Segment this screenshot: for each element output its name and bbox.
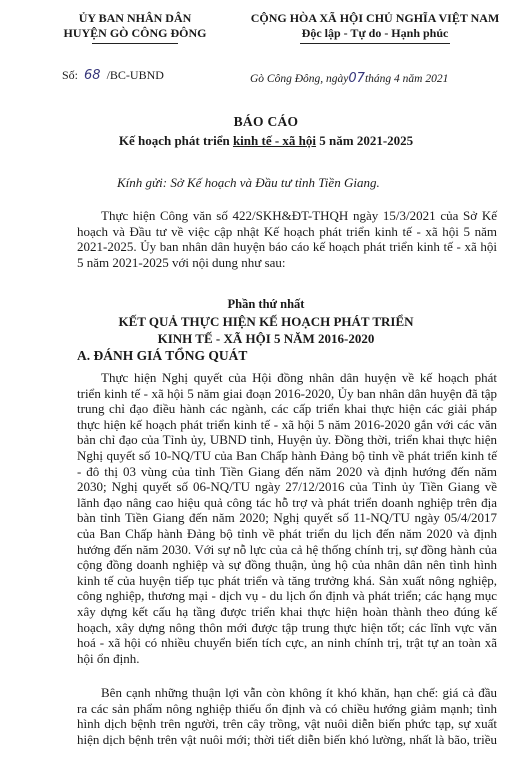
document-number xyxy=(62,68,164,83)
part-heading-line-2: KINH TẾ - XÃ HỘI 5 NĂM 2016-2020 xyxy=(157,331,375,346)
section-a-heading: A. ĐÁNH GIÁ TỔNG QUÁT xyxy=(77,348,248,363)
text-line: hướng đến năm 2030. Với sự nỗ lực của cả hệ thống chính trị, sự đồng hành của xyxy=(77,541,497,557)
document-number-suffix: /BC-UBND xyxy=(106,68,164,82)
motto-underline xyxy=(300,43,450,44)
text-line: Thực hiện Công văn số 422/SKH&ĐT-THQH ngày 15/3/2021 của Sở Kế xyxy=(101,208,497,223)
part-label: Phần thứ nhất xyxy=(227,297,305,311)
text-line: xây dựng kết cấu hạ tầng được triển khai thực hiện hoàn thành theo đúng kế xyxy=(77,603,497,619)
subtitle-part-2: 5 năm 2021-2025 xyxy=(316,133,414,148)
text-line: Thực hiện Nghị quyết của Hội đồng nhân dân huyện về kế hoạch phát xyxy=(101,370,497,385)
country-name: CỘNG HÒA XÃ HỘI CHỦ NGHĨA VIỆT NAM xyxy=(250,11,500,25)
text-line: Bên cạnh những thuận lợi vẫn còn không ít khó khăn, hạn chế: giá cả đầu xyxy=(101,685,497,700)
text-line: thực hiện kế hoạch phát triển kinh tế - xã hội 5 năm 2016-2020 gắn với các văn xyxy=(77,416,497,432)
date-line xyxy=(250,71,448,86)
text-line: hình dịch bệnh trên người, trên cây trồng, vật nuôi diễn biến phức tạp, sự xuất xyxy=(77,716,497,732)
text-line: kinh tế của huyện tiếp tục phát triển và tăng trưởng khá. Sản xuất nông nghiệp, xyxy=(77,572,497,588)
text-line: hoạch và Đầu tư về việc cập nhật Kế hoạch phát triển kinh tế - xã hội 5 năm xyxy=(77,223,497,239)
text-line: triển kinh tế - xã hội 5 năm giai đoạn 2016-2020, Ủy ban nhân dân huyện đã tập xyxy=(77,385,497,401)
text-line: trung chỉ đạo điều hành các ngành, các cấp triển khai thực hiện các giải pháp xyxy=(77,401,497,417)
text-line: hiện dịch bệnh trên vật nuôi mới; thời tiết diễn biến khó lường, nhất là bão, triều xyxy=(77,731,497,747)
text-line: lãnh đạo nâng cao hiệu quả công tác hỗ trợ và phát triển doanh nghiệp trên địa xyxy=(77,494,497,510)
agency-underline xyxy=(92,43,178,44)
text-line: hoá - xã hội có nhiều chuyển biến tích cực, an ninh chính trị, trật tự an toàn xã xyxy=(77,635,497,651)
difficulties-paragraph xyxy=(77,685,497,747)
text-line: 5 năm 2021-2025 với nội dung như sau: xyxy=(77,254,286,270)
text-line: cộng đồng doanh nghiệp và sự đồng thuận, ủng hộ của nhân dân nên tình hình xyxy=(77,557,497,573)
handwritten-document-number: 68 xyxy=(84,68,101,83)
text-line: 2021-2025. Ủy ban nhân dân huyện báo cáo kế hoạch phát triển kinh tế - xã hội xyxy=(77,239,497,255)
part-heading-line-1: KẾT QUẢ THỰC HIỆN KẾ HOẠCH PHÁT TRIỂN xyxy=(118,314,414,329)
agency-district: HUYỆN GÒ CÔNG ĐÔNG xyxy=(63,26,207,40)
report-subtitle xyxy=(0,133,532,149)
text-line: hội ổn định. xyxy=(77,650,140,666)
subtitle-part-1: Kế hoạch phát triển xyxy=(118,133,233,148)
date-suffix: tháng 4 năm 2021 xyxy=(364,73,449,85)
intro-paragraph xyxy=(77,208,497,270)
agency-name: ỦY BAN NHÂN DÂN xyxy=(78,11,192,25)
text-line: 2030; Nghị quyết số 06-NQ/TU ngày 27/12/2016 của Tỉnh ủy Tiền Giang về xyxy=(77,479,497,495)
section-a-paragraph xyxy=(77,370,497,666)
text-line: công nghiệp, thương mại - dịch vụ - du lịch ổn định và phát triển; các hạng mục xyxy=(77,588,497,604)
national-motto-block xyxy=(232,11,518,44)
document-number-prefix: Số: xyxy=(62,68,79,82)
text-line: bàn tỉnh Tiền Giang đến năm 2020; Nghị quyết số 11-NQ/TU ngày 05/4/2017 xyxy=(77,510,497,526)
motto: Độc lập - Tự do - Hạnh phúc xyxy=(301,26,449,40)
text-line: ra các sản phẩm nông nghiệp thiếu ổn định và có chiều hướng giảm mạnh; tình xyxy=(77,700,497,716)
recipient-line: Kính gửi: Sở Kế hoạch và Đầu tư tỉnh Tiền Giang. xyxy=(117,175,380,190)
date-prefix: Gò Công Đông, ngày xyxy=(250,73,349,85)
handwritten-day: 07 xyxy=(348,71,365,86)
text-line: bản chỉ đạo của Tỉnh ủy, UBND tỉnh, Huyện ủy. Đồng thời, triển khai thực hiện xyxy=(77,432,497,448)
text-line: - đô thị 03 vùng của tỉnh Tiền Giang đến năm 2020 và định hướng đến năm xyxy=(77,463,497,479)
subtitle-underlined: kinh tế - xã hội xyxy=(232,133,317,148)
issuing-agency-block xyxy=(46,11,224,44)
text-line: Nghị quyết số 10-NQ/TU của Ban Chấp hành Đảng bộ tỉnh về phát triển kinh tế xyxy=(77,447,497,463)
report-title: BÁO CÁO xyxy=(233,114,299,129)
text-line: của Ban Chấp hành Đảng bộ tỉnh về phát triển du lịch đến năm 2020 và định xyxy=(77,525,497,541)
text-line: hoạch, xây dựng nông thôn mới được tập trung thực hiện tốt; các lĩnh vực văn xyxy=(77,619,497,635)
